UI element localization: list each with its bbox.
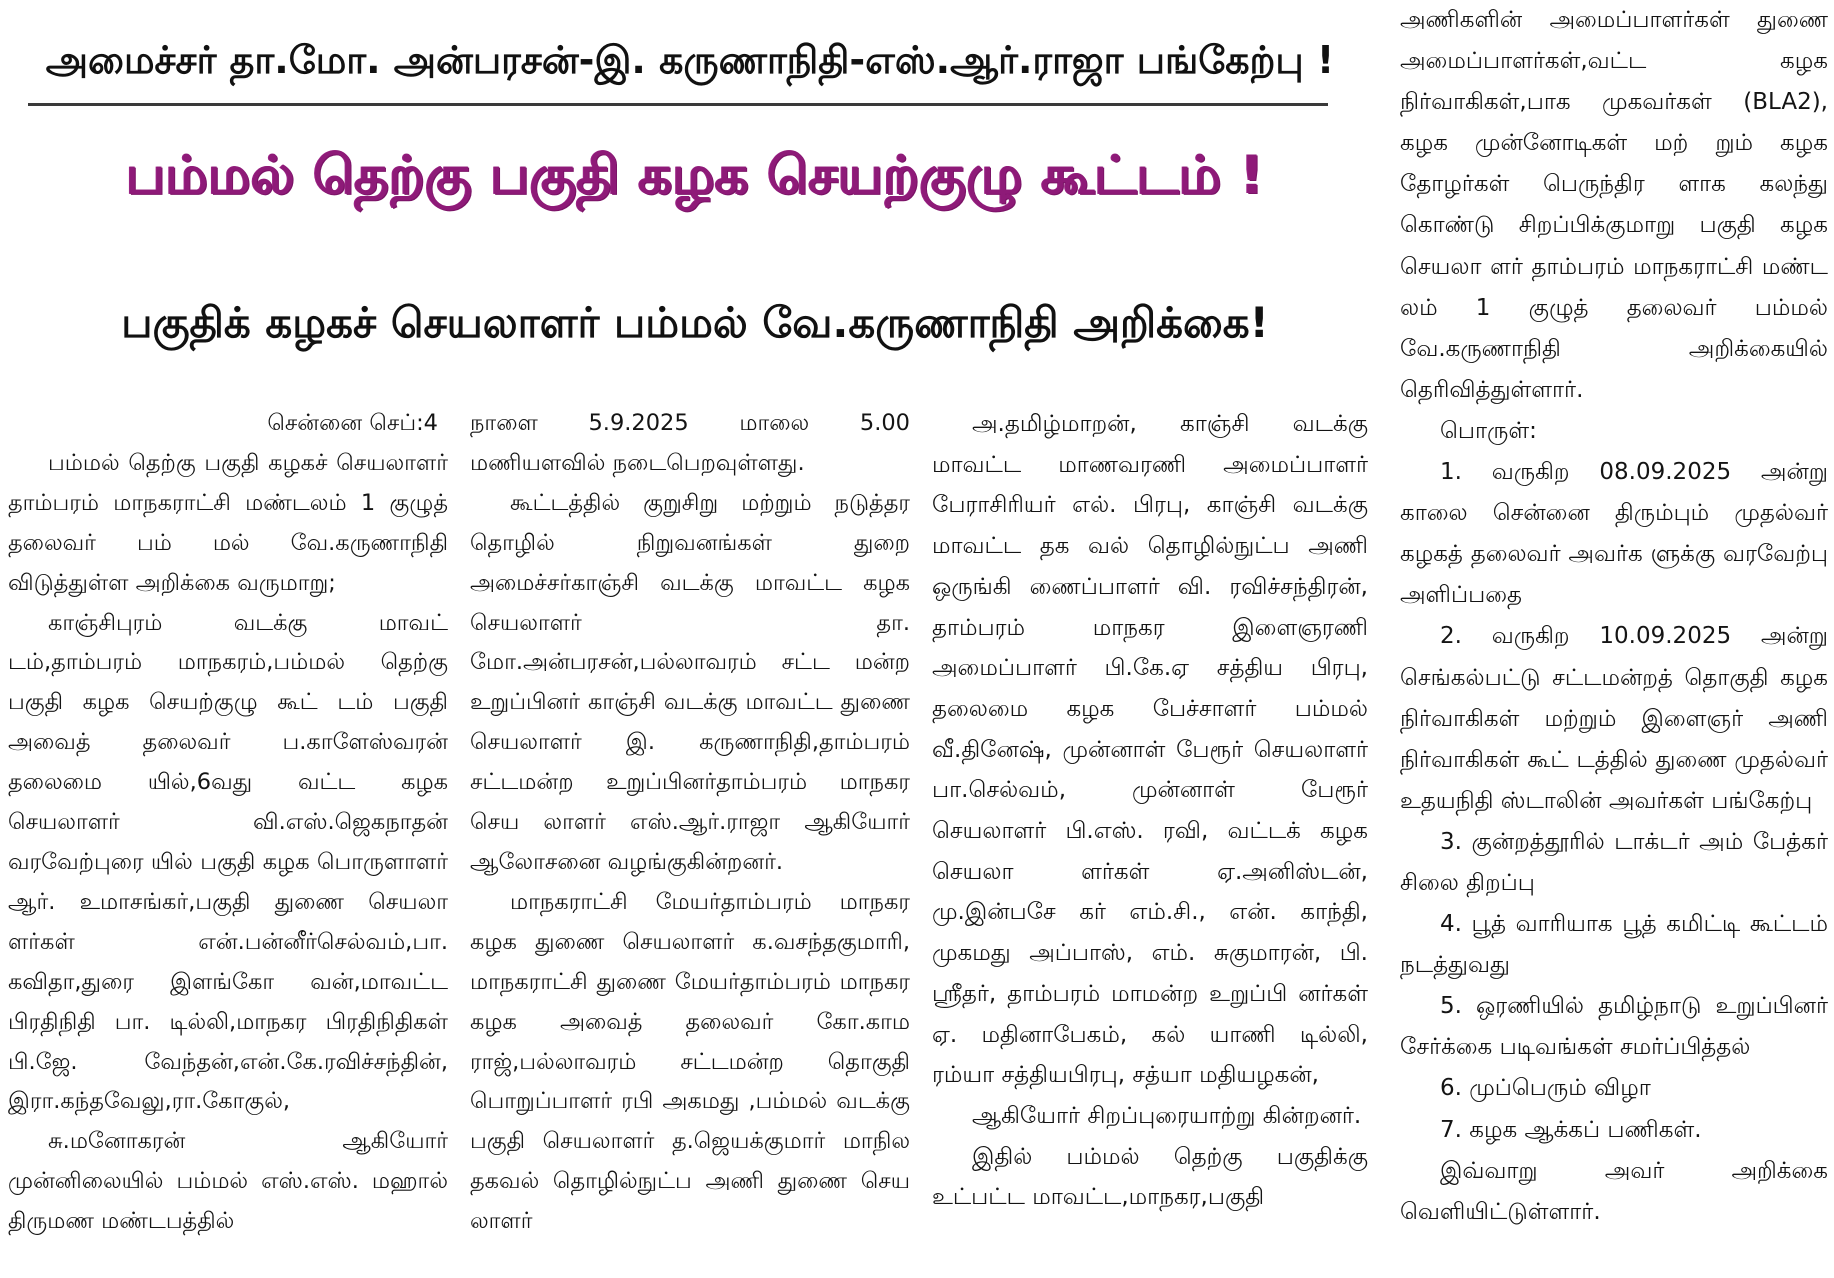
agenda-item: 7. கழக ஆக்கப் பணிகள். [1440,1116,1702,1143]
paragraph: கூட்டத்தில் குறுசிறு மற்றும் நடுத்தர தொழில் நிறுவனங்கள் துறை அமைச்சர்காஞ்சி வடக்கு மாவட்ட கழக செயலாளர் தா. மோ.அன்பரசன்,பல்லாவரம் சட்ட மன்ற உறுப்பினர் காஞ்சி வடக்கு மாவட்ட துணை செயலாளர் இ. கருணாநிதி,தாம்பரம் சட்டமன்ற உறுப்பினர்தாம்பரம் மாநகர செய லாளர் எஸ்.ஆர்.ராஜா ஆகியோர் ஆலோசனை வழங்குகின்றனர். [470,489,910,875]
paragraph: காஞ்சிபுரம் வடக்கு மாவட் டம்,தாம்பரம் மாநகரம்,பம்மல் தெற்கு பகுதி கழக செயற்குழு கூட் டம் பகுதி அவைத் தலைவர் ப.காளேஸ்வரன் தலைமை யில்,6வது வட்ட கழக செயலாளர் வி.எஸ்.ஜெகநாதன் வரவேற்புரை யில் பகுதி கழக பொருளாளர் ஆர். உமாசங்கர்,பகுதி துணை செயலா ளர்கள் என்.பன்னீர்செல்வம்,பா. கவிதா,துரை இளங்கோ வன்,மாவட்ட பிரதிநிதி பா. டில்லி,மாநகர பிரதிநிதிகள் பி.ஜே. வேந்தன்,என்.கே.ரவிச்சந்தின், இரா.கந்தவேலு,ரா.கோகுல், [8,609,448,1115]
agenda-item: 3. குன்றத்தூரில் டாக்டர் அம் பேத்கர் சிலை திறப்பு [1400,828,1828,896]
article-column-2 [470,404,910,1242]
dateline: சென்னை செப்:4 [267,410,438,436]
paragraph: அ.தமிழ்மாறன், காஞ்சி வடக்கு மாவட்ட மாணவரணி அமைப்பாளர் பேராசிரியர் எல். பிரபு, காஞ்சி வடக்கு மாவட்ட தக வல் தொழில்நுட்ப அணி ஒருங்கி ணைப்பாளர் வி. ரவிச்சந்திரன், தாம்பரம் மாநகர இளைஞரணி அமைப்பாளர் பி.கே.ஏ சத்திய பிரபு, தலைமை கழக பேச்சாளர் பம்மல் வீ.தினேஷ், முன்னாள் பேரூர் செயலாளர் பா.செல்வம், முன்னாள் பேரூர் செயலாளர் பி.எஸ். ரவி, வட்டக் கழக செயலா ளர்கள் ஏ.அனிஸ்டன், மு.இன்பசே கர் எம்.சி., என். காந்தி, முகமது அப்பாஸ், எம். சுகுமாரன், பி. ஸ்ரீதர், தாம்பரம் மாமன்ற உறுப்பி னர்கள் ஏ. மதினாபேகம், கல் யாணி டில்லி, ரம்யா சத்தியபிரபு, சத்யா மதியழகன், [932,411,1368,1089]
closing-line: இவ்வாறு அவர் அறிக்கை வெளியிட்டுள்ளார். [1400,1157,1828,1225]
paragraph: ஆகியோர் சிறப்புரையாற்று கின்றனர். [972,1102,1362,1129]
paragraph: அணிகளின் அமைப்பாளர்கள் துணை அமைப்பாளர்கள்,வட்ட கழக நிர்வாகிகள்,பாக முகவர்கள் (BLA2), கழக முன்னோடிகள் மற் றும் கழக தோழர்கள் பெருந்திர ளாக கலந்து கொண்டு சிறப்பிக்குமாறு பகுதி கழக செயலா ளர் தாம்பரம் மாநகராட்சி மண்ட லம் 1 குழுத் தலைவர் பம்மல் வே.கருணாநிதி அறிக்கையில் தெரிவித்துள்ளார். [1400,7,1828,403]
headline-area [0,0,1400,400]
agenda-item: 1. வருகிற 08.09.2025 அன்று காலை சென்னை திரும்பும் முதல்வர் கழகத் தலைவர் அவர்க ளுக்கு வரவேற்பு அளிப்பதை [1400,459,1828,609]
paragraph: பம்மல் தெற்கு பகுதி கழகச் செயலாளர் தாம்பரம் மாநகராட்சி மண்டலம் 1 குழுத் தலைவர் பம் மல் வே.கருணாநிதி விடுத்துள்ள அறிக்கை வருமாறு; [8,449,448,596]
agenda-item: 6. முப்பெரும் விழா [1440,1075,1651,1102]
agenda-item: 2. வருகிற 10.09.2025 அன்று செங்கல்பட்டு சட்டமன்றத் தொகுதி கழக நிர்வாகிகள் மற்றும் இளைஞர் அணி நிர்வாகிகள் கூட் டத்தில் துணை முதல்வர் உதயநிதி ஸ்டாலின் அவர்கள் பங்கேற்பு [1400,623,1828,814]
agenda-item: 4. பூத் வாரியாக பூத் கமிட்டி கூட்டம் நடத்துவது [1400,911,1828,979]
paragraph: இதில் பம்மல் தெற்கு பகுதிக்கு உட்பட்ட மாவட்ட,மாநகர,பகுதி [932,1143,1368,1211]
paragraph: நாளை 5.9.2025 மாலை 5.00 மணியளவில் நடைபெறவுள்ளது. [470,410,910,476]
kicker-headline: அமைச்சர் தா.மோ. அன்பரசன்-இ. கருணாநிதி-எஸ்.ஆர்.ராஜா பங்கேற்பு ! [45,38,1335,82]
headline-divider [28,103,1328,106]
article-column-3 [932,404,1368,1218]
paragraph: சு.மனோகரன் ஆகியோர் முன்னிலையில் பம்மல் எஸ்.எஸ். மஹால் திருமண மண்டபத்தில் [8,1128,448,1235]
article-column-4 [1400,0,1828,1233]
main-headline: பம்மல் தெற்கு பகுதி கழக செயற்குழு கூட்டம் ! [125,145,1265,206]
agenda-item: 5. ஒரணியில் தமிழ்நாடு உறுப்பினர் சேர்க்கை படிவங்கள் சமர்ப்பித்தல் [1400,993,1828,1061]
agenda-heading: பொருள்: [1440,417,1537,444]
sub-headline: பகுதிக் கழகச் செயலாளர் பம்மல் வே.கருணாநிதி அறிக்கை! [121,298,1269,347]
article-column-1 [8,404,448,1242]
paragraph: மாநகராட்சி மேயர்தாம்பரம் மாநகர கழக துணை செயலாளர் க.வசந்தகுமாரி, மாநகராட்சி துணை மேயர்தாம்பரம் மாநகர கழக அவைத் தலைவர் கோ.காம ராஜ்,பல்லாவரம் சட்டமன்ற தொகுதி பொறுப்பாளர் ரபி அகமது ,பம்மல் வடக்கு பகுதி செயலாளர் த.ஜெயக்குமார் மாநில தகவல் தொழில்நுட்ப அணி துணை செய லாளர் [470,888,910,1235]
